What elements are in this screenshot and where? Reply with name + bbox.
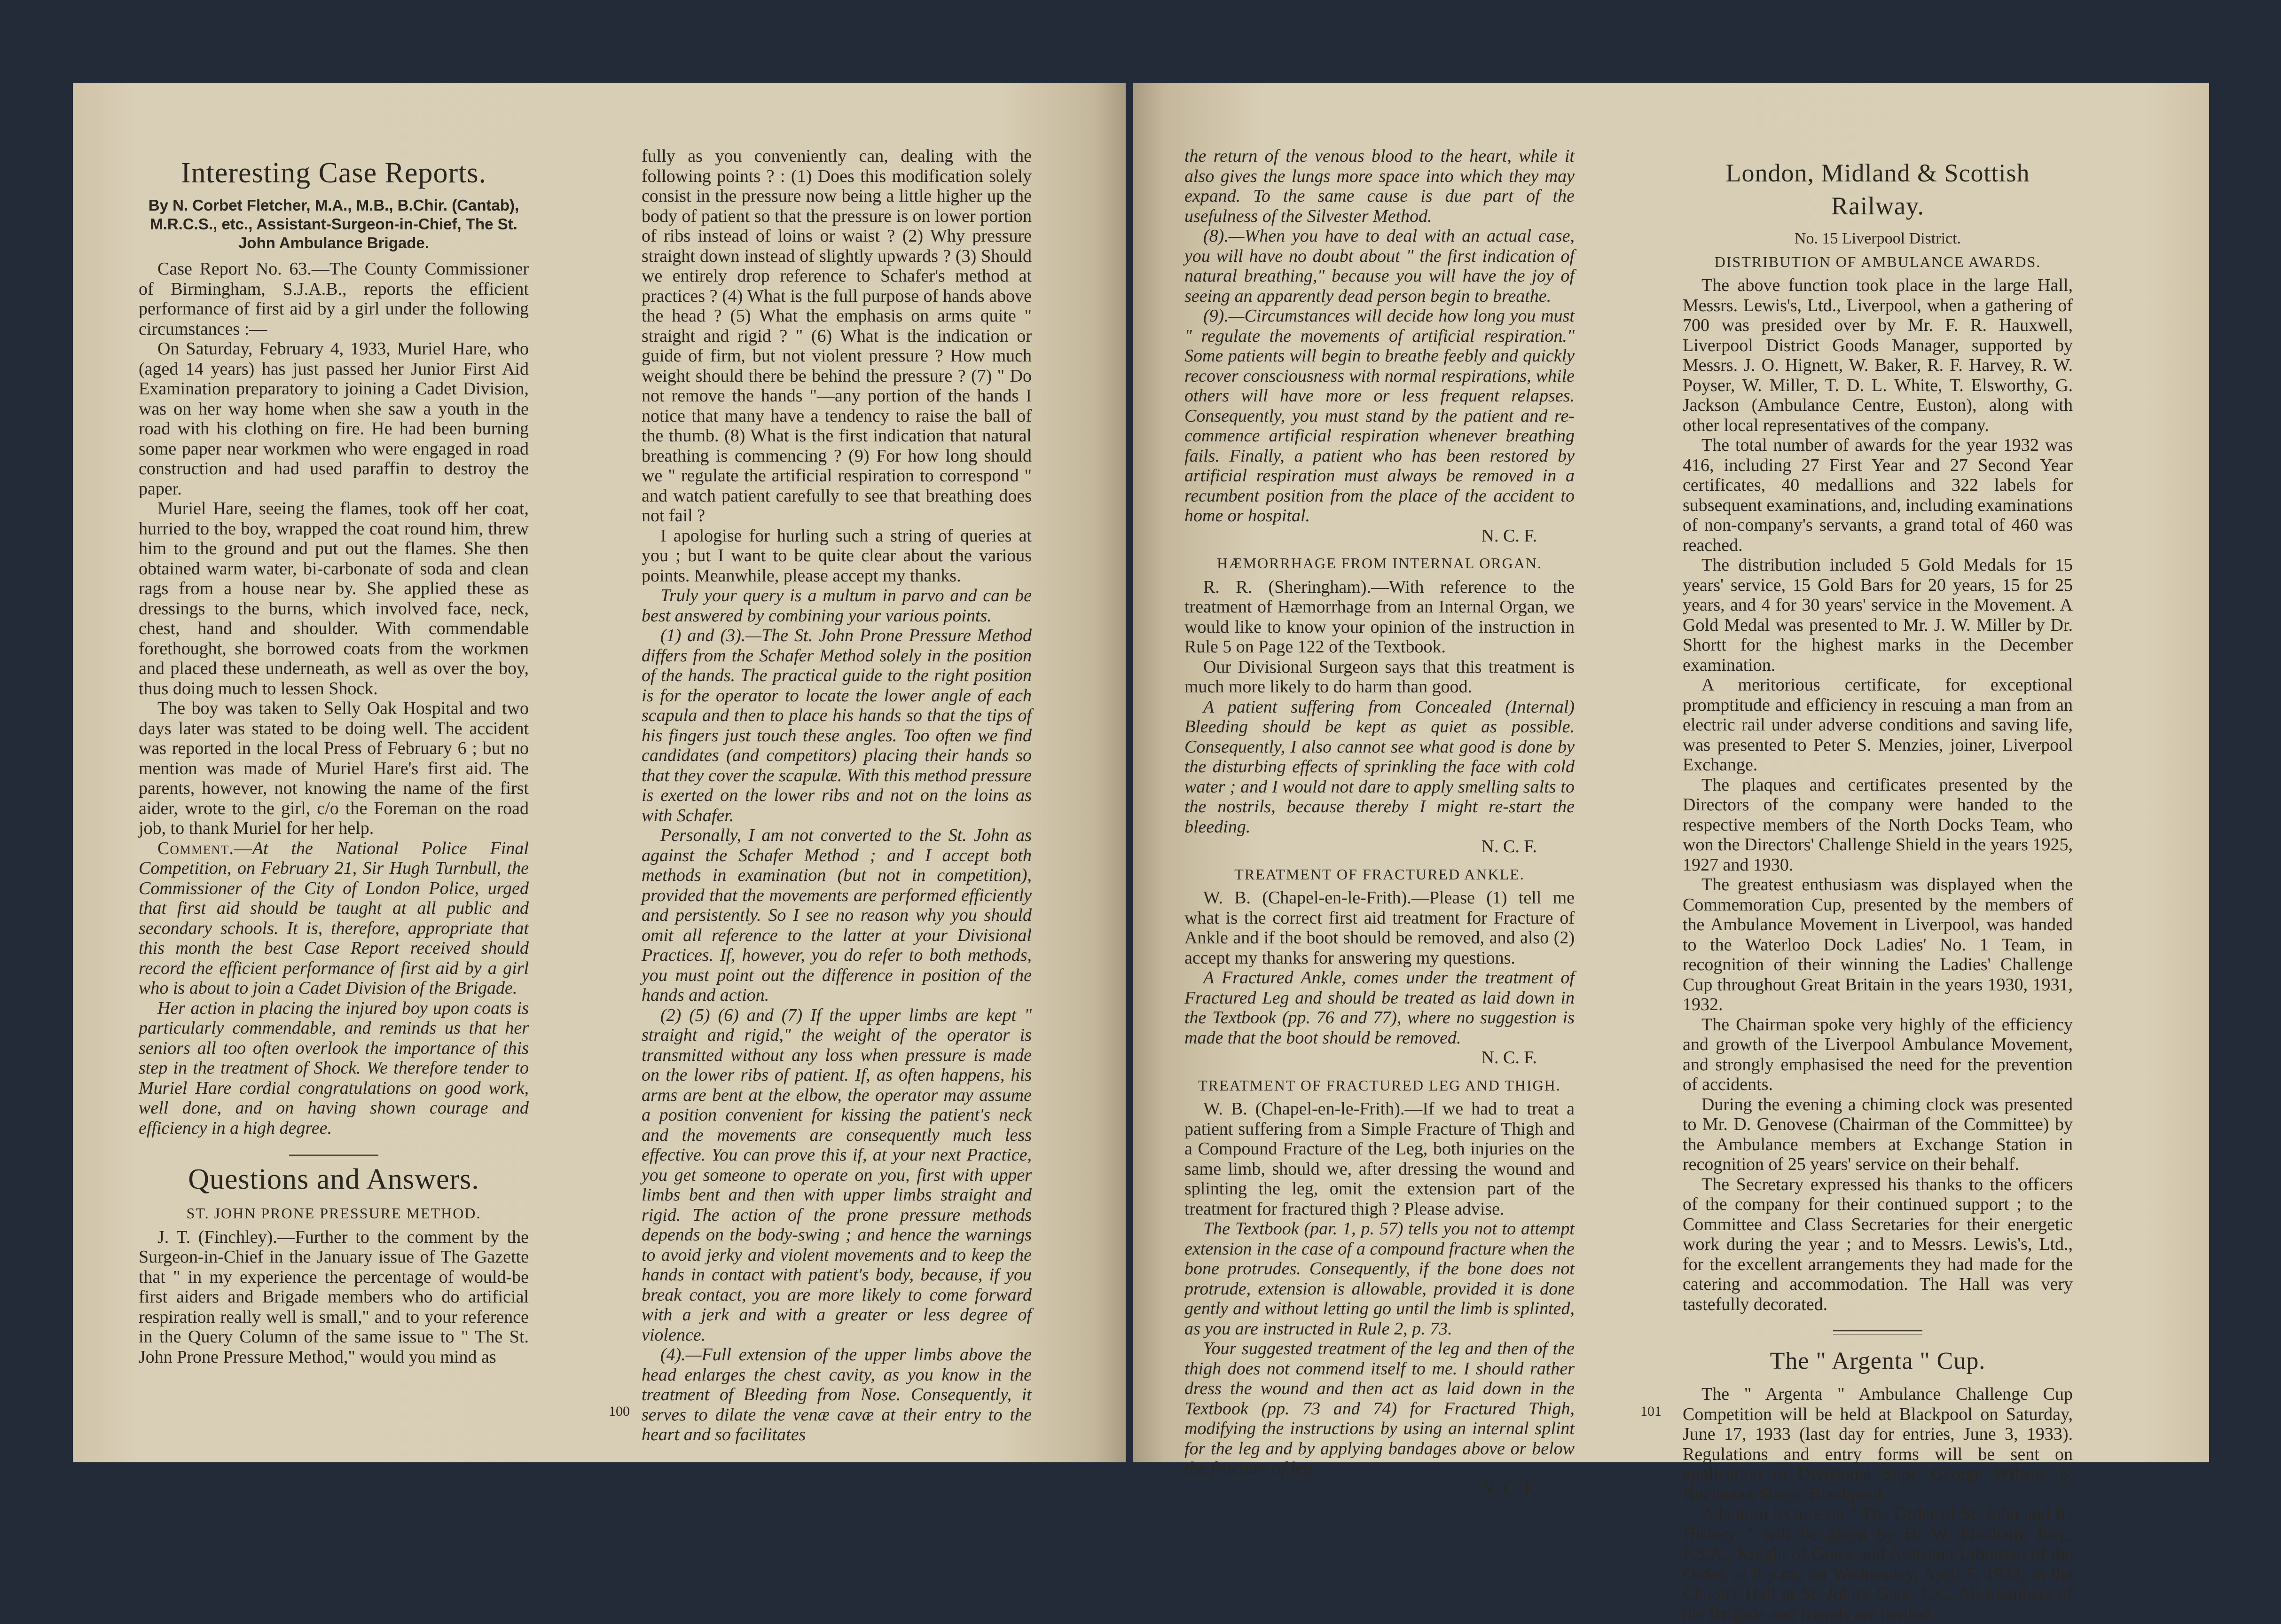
paragraph: R. R. (Sheringham).—With reference to the treatment of Hæmorrhage from an Internal Organ, we would like to know your opinion of the instruction in Rule 5 on Page 122 of the Textbook. [1184,577,1575,657]
section-divider [1833,1330,1922,1334]
right-page [1133,83,2209,1624]
left-column-2 [642,146,1032,1445]
article-subhead: No. 15 Liverpool District. [1794,230,1961,247]
answer-paragraph: (2) (5) (6) and (7) If the upper limbs are kept " straight and rigid," the weight of the operator is transmitted without any loss when pressure is made on the lower ribs of patient. If, as often happens, his arms are bent at the elbow, the operator may assume a position convenient for kissing the patient's neck and the movements are consequently much less effective. You can prove this if, at your next Practice, you get someone to operate on you, first with upper limbs bent and then with upper limbs straight and rigid. The action of the prone pressure methods depends on the body-swing ; and hence the warnings to avoid jerky and violent movements and to keep the hands in contact with patient's body, because, if you break contact, you are more likely to come forward with a jerk and with a greater or less degree of violence. [642,1005,1032,1345]
comment-label: Comment.— [157,838,252,858]
paragraph: The Secretary expressed his thanks to the officers of the company for their continued support ; to the Committee and Class Secretaries for their energetic work during the year ; and to Messrs. Lewis's, Ltd., for the excellent arrangements they had made for the catering and accommodation. The Hall was very tastefully decorated. [1683,1174,2073,1314]
signature: N. C. F. [1481,837,1537,856]
paragraph: Muriel Hare, seeing the flames, took off her coat, hurried to the boy, wrapped the coat round him, threw him to the ground and put out the flames. She then obtained warm water, bi-carbonate of soda and clean rags from a house near by. She applied these as dressings to the burns, which involved face, neck, chest, hand and shoulder. With commendable forethought, she borrowed coats from the workmen and placed these underneath, as well as over the boy, thus doing much to lessen Shock. [139,499,529,698]
comment-text: At the National Police Final Competition, on February 21, Sir Hugh Turnbull, the Commissioner of the City of London Police, urged that first aid should be taught at all public and secondary schools. It is, therefore, appropriate that this month the best Case Report received should record the efficient performance of first aid by a girl who is about to join a Cadet Division of the Brigade. [139,838,529,998]
answer-paragraph: The Textbook (par. 1, p. 57) tells you not to attempt extension in the case of a compound fracture when the bone protrudes. Consequently, if the bone does not protrude, extension is allowable, provided it is done gently and without letting go until the limb is splinted, as you are instructed in Rule 2, p. 73. [1184,1219,1575,1339]
answer-paragraph: A patient suffering from Concealed (Internal) Bleeding should be kept as quiet as possible. Consequently, I also cannot see what good is done by the disturbing effects of sprinkling the face with cold water ; and I would not dare to apply smelling salts to the nostrils, because thereby I might re-start the bleeding. [1184,697,1575,837]
right-column-1 [1184,146,1575,1498]
answer-paragraph: (8).—When you have to deal with an actual case, you will have no doubt about " the first indication of natural breathing," because you will have the joy of seeing an apparently dead person begin to breathe. [1184,226,1575,306]
paragraph: Our Divisional Surgeon says that this treatment is much more likely to do harm than good. [1184,657,1575,697]
paragraph: During the evening a chiming clock was presented to Mr. D. Genovese (Chairman of the Committee) by the Ambulance members at Exchange Station in recognition of 25 years' service on their behalf. [1683,1094,2073,1174]
paragraph: The Chairman spoke very highly of the efficiency and growth of the Liverpool Ambulance Movement, and strongly emphasised the need for the prevention of accidents. [1683,1014,2073,1094]
answer-paragraph: Truly your query is a multum in parvo and can be best answered by combining your various points. [642,586,1032,626]
answer-paragraph: A Fractured Ankle, comes under the treatment of Fractured Leg and should be treated as laid down in the Textbook (pp. 76 and 77), where no suggestion is made that the boot should be removed. [1184,968,1575,1048]
section-heading: HÆMORRHAGE FROM INTERNAL ORGAN. [1217,555,1542,572]
signature: N. C. F. [1481,1048,1537,1067]
paragraph: Case Report No. 63.—The County Commissioner of Birmingham, S.J.A.B., reports the efficient performance of first aid by a girl under the following circumstances :— [139,259,529,339]
paragraph: The distribution included 5 Gold Medals for 15 years' service, 15 Gold Bars for 20 years, 15 for 25 years, and 4 for 30 years' service in the Movement. A Gold Medal was presented to Mr. J. W. Miller by Dr. Shortt for the highest marks in the December examination. [1683,555,2073,675]
answer-paragraph: (1) and (3).—The St. John Prone Pressure Method differs from the Schafer Method solely in the position of the hands. The practical guide to the right position is for the operator to locate the lower angle of each scapula and then to place his hands so that the tips of his fingers just touch these angles. Too often we find candidates (and competitors) placing their hands so that they cover the scapulæ. With this method pressure is exerted on the lower ribs and not on the loins as with Schafer. [642,626,1032,825]
signature: N. C. F. [1481,526,1537,546]
qa-title: Questions and Answers. [188,1163,479,1195]
answer-paragraph: (9).—Circumstances will decide how long you must " regulate the movements of artificial respiration." Some patients will begin to breathe feebly and quickly recover consciousness with normal respirations, while others will have more or less frequent relapses. Consequently, you must stand by the patient and re-commence artificial respiration whenever breathing fails. Finally, a patient who has been restored by artificial respiration must always be removed in a recumbent position from the place of the accident to home or hospital. [1184,306,1575,526]
page-number: 100 [609,1404,630,1419]
right-column-2 [1683,146,2073,1624]
paragraph: A lantern lecture on " The Order of St. John and Its History " will be given by H. W. Fincham, Esq., F.S.A., Knight of Grace and Assistant Librarian of the Order, at 8 p.m., on Wednesday, April 5, 1933, in the Chapter Hall at St. John's Gate, E.C. All members of the Brigade and friends are invited. [1683,1504,2073,1624]
paragraph: The total number of awards for the year 1932 was 416, including 27 First Year and 27 Second Year certificates, 40 medallions and 322 labels for subsequent examinations, and, including examinations of non-company's servants, a grand total of 460 was reached. [1683,435,2073,555]
article-subhead: DISTRIBUTION OF AMBULANCE AWARDS. [1714,253,2041,270]
paragraph: fully as you conveniently can, dealing with the following points ? : (1) Does this modification solely consist in the pressure now being a little higher up the body of patient so that the pressure is on lower portion of ribs instead of loins or waist ? (2) Why pressure straight down instead of slightly upwards ? (3) Should we entirely drop reference to Schafer's method at practices ? (4) What is the full purpose of hands above the head ? (5) What the emphasis on arms quite " straight and rigid ? " (6) What is the indication or guide of firm, but not violent pressure ? How much weight should there be behind the pressure ? (7) " Do not remove the hands "—any portion of the hands I notice that many have a tendency to raise the ball of the thumb. (8) What is the first indication that natural breathing is commencing ? (9) For how long should we " regulate the artificial respiration to correspond " and watch patient carefully to see that breathing does not fail ? [642,146,1032,526]
signature: N. C. F. [1481,1478,1537,1498]
paragraph: I apologise for hurling such a string of queries at you ; but I want to be quite clear about the various points. Meanwhile, please accept my thanks. [642,526,1032,586]
section-heading: TREATMENT OF FRACTURED LEG AND THIGH. [1198,1076,1561,1094]
paragraph: J. T. (Finchley).—Further to the comment by the Surgeon-in-Chief in the January issue of The Gazette that " in my experience the percentage of would-be first aiders and Brigade members who do artificial respiration really well is small," and to your reference in the Query Column of the same issue to " The St. John Prone Pressure Method," would you mind as [139,1227,529,1367]
comment-paragraph [139,839,529,998]
article-title: London, Midland & Scottish Railway. [1725,159,2030,220]
answer-paragraph: Your suggested treatment of the leg and then of the thigh does not commend itself to me. I should rather dress the wound and then act as laid down in the Textbook (pp. 73 and 74) for Fractured Thigh, modifying the instructions by using an internal splint for the leg and by applying bandages above or below the fracture of leg. [1184,1339,1575,1478]
paragraph: The above function took place in the large Hall, Messrs. Lewis's, Ltd., Liverpool, when a gathering of 700 was presided over by Mr. F. R. Hauxwell, Liverpool District Goods Manager, supported by Messrs. J. O. Hignett, W. Baker, R. F. Harvey, R. W. Poyser, W. Miller, T. D. L. White, T. Elsworthy, G. Jackson (Ambulance Centre, Euston), along with other local representatives of the company. [1683,275,2073,435]
answer-paragraph: the return of the venous blood to the heart, while it also gives the lungs more space into which they may expand. To the same cause is due part of the usefulness of the Silvester Method. [1184,146,1575,226]
paragraph: The " Argenta " Ambulance Challenge Cup Competition will be held at Blackpool on Saturday, June 17, 1933 (last day for entries, June 3, 1933). Regulations and entry forms will be sent on application to Divisional Supt. George Wilson, 6, Buchanan Street, Blackpool. [1683,1384,2073,1504]
paragraph: The plaques and certificates presented by the Directors of the company were handed to the respective members of the North Docks Team, who won the Directors' Challenge Shield in the years 1925, 1927 and 1930. [1683,775,2073,875]
byline: By N. Corbet Fletcher, M.A., M.B., B.Chir. (Cantab), M.R.C.S., etc., Assistant-Surgeon-in-Chief, The St. John Ambulance Brigade. [148,196,519,251]
page-number: 101 [1640,1404,1662,1419]
left-page [73,83,1126,1462]
left-column-1 [139,146,529,1367]
cup-title: The " Argenta " Cup. [1770,1348,1986,1374]
paragraph: On Saturday, February 4, 1933, Muriel Hare, who (aged 14 years) has just passed her Junior First Aid Examination preparatory to joining a Cadet Division, was on her way home when she saw a youth in the road with his clothing on fire. He had been burning some paper near workmen who were engaged in road construction and had used paraffin to destroy the paper. [139,339,529,499]
paragraph: The boy was taken to Selly Oak Hospital and two days later was stated to be doing well. The accident was reported in the local Press of February 6 ; but no mention was made of Muriel Hare's first aid. The parents, however, not knowing the name of the first aider, wrote to the girl, c/o the Foreman on the road job, to thank Muriel for her help. [139,698,529,838]
qa-subhead: ST. JOHN PRONE PRESSURE METHOD. [186,1205,481,1222]
paragraph: W. B. (Chapel-en-le-Frith).—Please (1) tell me what is the correct first aid treatment for Fracture of Ankle and if the boot should be removed, and also (2) accept my thanks for answering my questions. [1184,888,1575,968]
paragraph: A meritorious certificate, for exceptional promptitude and efficiency in rescuing a man from an electric rail under adverse conditions and saving life, was presented to Peter S. Menzies, joiner, Liverpool Exchange. [1683,675,2073,775]
section-heading: TREATMENT OF FRACTURED ANKLE. [1234,865,1525,883]
paragraph: W. B. (Chapel-en-le-Frith).—If we had to treat a patient suffering from a Simple Fracture of Thigh and a Compound Fracture of the Leg, both injuries on the same limb, should we, after dressing the wound and splinting the leg, omit the extension part of the treatment for fractured thigh ? Please advise. [1184,1099,1575,1219]
comment-paragraph: Her action in placing the injured boy upon coats is particularly commendable, and reminds us that her seniors all too often overlook the importance of this step in the treatment of Shock. We therefore tender to Muriel Hare cordial congratulations on good work, well done, and on having shown courage and efficiency in a high degree. [139,998,529,1138]
answer-paragraph: (4).—Full extension of the upper limbs above the head enlarges the chest cavity, as you know in the treatment of Bleeding from Nose. Consequently, it serves to dilate the venæ cavæ at their entry to the heart and so facilitates [642,1345,1032,1444]
article-title: Interesting Case Reports. [180,157,487,189]
section-divider [289,1154,378,1158]
paragraph: The greatest enthusiasm was displayed when the Commemoration Cup, presented by the members of the Ambulance Movement in Liverpool, was handed to the Waterloo Dock Ladies' No. 1 Team, in recognition of their winning the Ladies' Challenge Cup throughout Great Britain in the years 1930, 1931, 1932. [1683,875,2073,1014]
answer-paragraph: Personally, I am not converted to the St. John as against the Schafer Method ; and I accept both methods in examination (but not in competition), provided that the movements are performed efficiently and persistently. So I see no reason why you should omit all reference to the latter at your Divisional Practices. If, however, you do refer to both methods, you must point out the difference in position of the hands and action. [642,825,1032,1005]
